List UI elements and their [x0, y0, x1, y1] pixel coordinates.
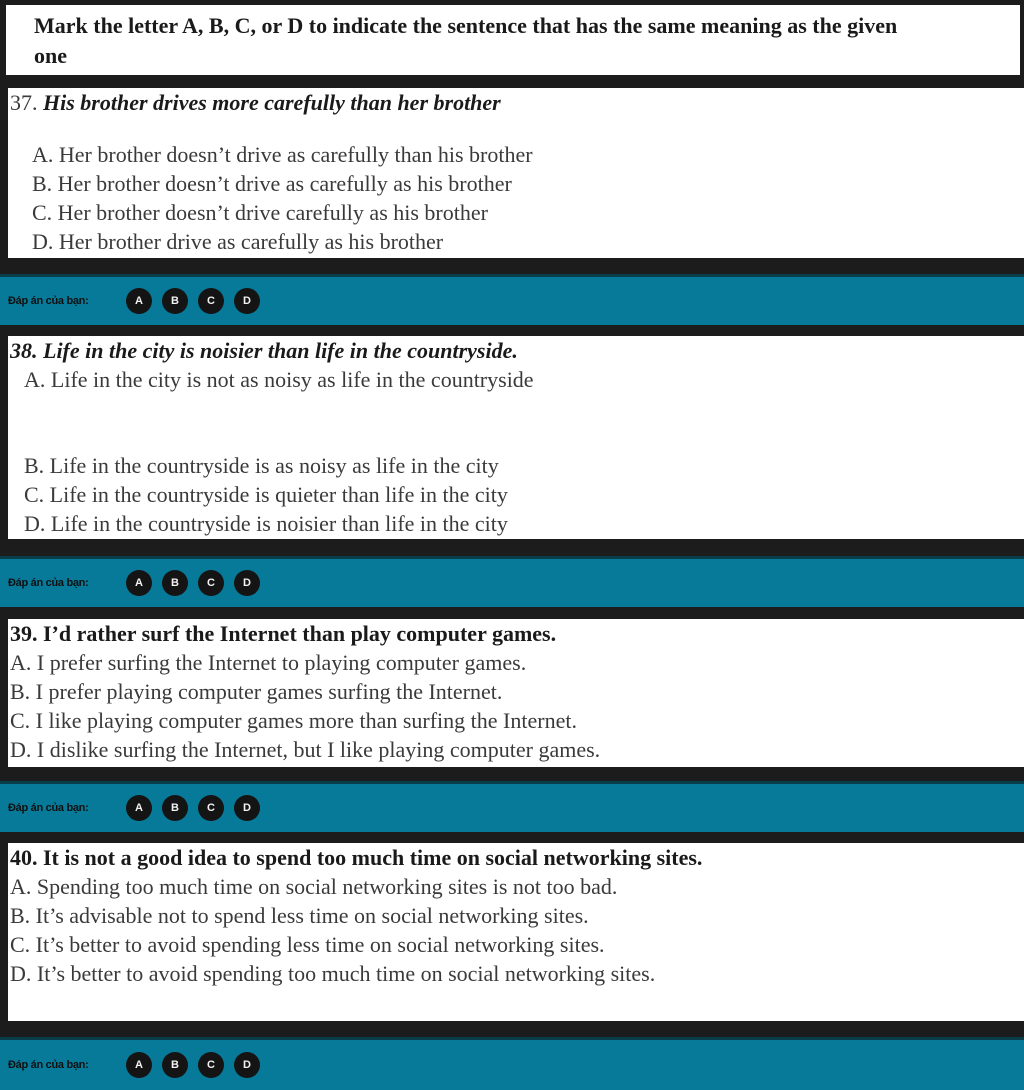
- answer-bar-label: Đáp án của bạn:: [8, 295, 89, 307]
- question-39-panel: [8, 619, 1024, 767]
- answer-38-option-b[interactable]: B: [162, 570, 188, 596]
- answer-39-option-d[interactable]: D: [234, 795, 260, 821]
- question-39-number: 39.: [10, 621, 38, 646]
- question-37-choice-d: D. Her brother drive as carefully as his brother: [32, 229, 444, 254]
- question-39-stem: [10, 621, 556, 647]
- answer-38-option-d[interactable]: D: [234, 570, 260, 596]
- answer-37-option-b[interactable]: B: [162, 288, 188, 314]
- question-40-text: It is not a good idea to spend too much time on social networking sites.: [43, 845, 703, 870]
- answer-bar-label: Đáp án của bạn:: [8, 1059, 89, 1071]
- question-39-choice-c: C. I like playing computer games more than surfing the Internet.: [10, 708, 577, 733]
- answer-bar-39: [0, 781, 1024, 832]
- answer-37-option-c[interactable]: C: [198, 288, 224, 314]
- answer-40-option-c[interactable]: C: [198, 1052, 224, 1078]
- answer-39-option-c[interactable]: C: [198, 795, 224, 821]
- answer-37-option-d[interactable]: D: [234, 288, 260, 314]
- answer-bar-label: Đáp án của bạn:: [8, 802, 89, 814]
- answer-bar-38: [0, 556, 1024, 607]
- question-38-panel: [8, 336, 1024, 539]
- question-37-choice-a: A. Her brother doesn’t drive as carefully than his brother: [32, 142, 533, 167]
- question-39-choice-a: A. I prefer surfing the Internet to playing computer games.: [10, 650, 527, 675]
- question-37-panel: [8, 88, 1024, 258]
- answer-bar-40: [0, 1037, 1024, 1090]
- question-38-choice-d: D. Life in the countryside is noisier than life in the city: [24, 511, 508, 536]
- question-40-choice-a: A. Spending too much time on social networking sites is not too bad.: [10, 874, 618, 899]
- answer-40-option-d[interactable]: D: [234, 1052, 260, 1078]
- question-37-text: His brother drives more carefully than her brother: [43, 90, 501, 115]
- answer-39-option-b[interactable]: B: [162, 795, 188, 821]
- question-38-text: Life in the city is noisier than life in the countryside.: [43, 338, 518, 363]
- question-38-choice-a: A. Life in the city is not as noisy as life in the countryside: [24, 367, 534, 392]
- instruction-line-2: one: [34, 43, 67, 68]
- question-40-choice-b: B. It’s advisable not to spend less time on social networking sites.: [10, 903, 589, 928]
- question-38-stem: [10, 338, 518, 364]
- instruction-line-1: Mark the letter A, B, C, or D to indicate the sentence that has the same meaning as the given: [34, 13, 898, 38]
- question-40-choice-c: C. It’s better to avoid spending less time on social networking sites.: [10, 932, 605, 957]
- question-40-stem: [10, 845, 702, 871]
- answer-38-option-a[interactable]: A: [126, 570, 152, 596]
- question-39-choice-b: B. I prefer playing computer games surfing the Internet.: [10, 679, 503, 704]
- question-40-number: 40.: [10, 845, 38, 870]
- question-38-choice-b: B. Life in the countryside is as noisy as life in the city: [24, 453, 499, 478]
- question-37-number: 37.: [10, 90, 38, 115]
- question-38-number: 38.: [10, 338, 38, 363]
- answer-39-option-a[interactable]: A: [126, 795, 152, 821]
- question-37-choice-c: C. Her brother doesn’t drive carefully as his brother: [32, 200, 488, 225]
- answer-38-option-c[interactable]: C: [198, 570, 224, 596]
- answer-40-option-a[interactable]: A: [126, 1052, 152, 1078]
- question-39-choice-d: D. I dislike surfing the Internet, but I like playing computer games.: [10, 737, 601, 762]
- answer-bar-label: Đáp án của bạn:: [8, 577, 89, 589]
- answer-40-option-b[interactable]: B: [162, 1052, 188, 1078]
- question-39-text: I’d rather surf the Internet than play computer games.: [43, 621, 557, 646]
- question-37-stem: [10, 90, 501, 116]
- question-40-panel: [8, 843, 1024, 1021]
- instruction-panel: [6, 5, 1020, 75]
- answer-37-option-a[interactable]: A: [126, 288, 152, 314]
- question-37-choice-b: B. Her brother doesn’t drive as carefully as his brother: [32, 171, 512, 196]
- answer-bar-37: [0, 274, 1024, 325]
- question-38-choice-c: C. Life in the countryside is quieter than life in the city: [24, 482, 508, 507]
- question-40-choice-d: D. It’s better to avoid spending too much time on social networking sites.: [10, 961, 656, 986]
